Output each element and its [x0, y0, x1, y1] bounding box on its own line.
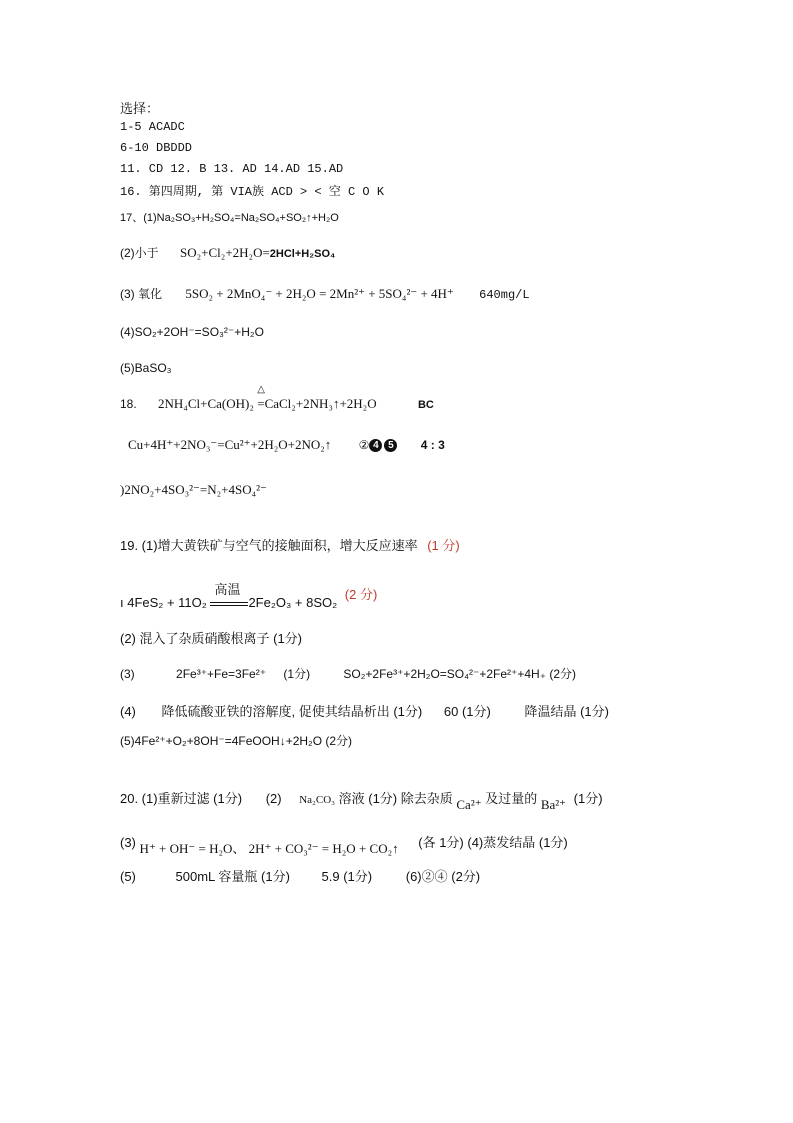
answer-line-1-5: 1-5 ACADC — [120, 120, 185, 134]
q18-line3: )2NO₂+4SO₃²⁻=N₂+4SO₄²⁻ — [120, 482, 267, 497]
q19-equation — [120, 582, 378, 611]
q20-part2-text2: 及过量的 — [485, 791, 538, 806]
q20-part2-text: 溶液 (1分) 除去杂质 — [338, 791, 453, 806]
q17-part4: (4)SO₂+2OH⁻=SO₃²⁻+H₂O — [120, 325, 264, 339]
q18-choice-4: 4 — [369, 439, 382, 452]
q18-choice-2: ② — [358, 438, 370, 452]
q19-part3-label: (3) — [120, 667, 135, 681]
q19-part3-score1: (1分) — [283, 667, 311, 681]
q20-part2-label: (2) — [265, 791, 282, 806]
q19-part5: (5)4Fe²⁺+O₂+8OH⁻=4FeOOH↓+2H₂O (2分) — [120, 734, 353, 748]
q18-ratio: 4 : 3 — [420, 438, 445, 452]
q20-part5-mass: 5.9 (1分) — [321, 869, 373, 884]
q19-part1-text: 19. (1)增大黄铁矿与空气的接触面积，增大反应速率 — [120, 538, 418, 553]
q18-copper-equation: Cu+4H⁺+2NO₃⁻=Cu²⁺+2H₂O+2NO₂↑ — [128, 437, 332, 452]
answer-line-16: 16. 第四周期, 第 VIA族 ACD > < 空 C O K — [120, 185, 385, 199]
q20-part6: (6)②④ (2分) — [405, 869, 481, 884]
q20-part5-label: (5) — [120, 869, 136, 884]
q18-line1 — [120, 396, 434, 412]
q17-part2-equation-products: 2HCl+H₂SO₄ — [269, 248, 336, 260]
q19-part1 — [120, 535, 460, 554]
q17-part1: 17、(1)Na₂SO₃+H₂SO₄=Na₂SO₄+SO₂↑+H₂O — [120, 212, 339, 224]
q19-part4-label: (4) — [120, 704, 136, 719]
q18-equation-reactants: 2NH₄Cl+Ca(OH)₂ — [158, 396, 254, 411]
q20-part1: 20. (1)重新过滤 (1分) — [120, 791, 243, 806]
q17-part2-equation: SO₂+Cl₂+2H₂O= — [180, 245, 270, 260]
q19-part3-eq1: 2Fe³⁺+Fe=3Fe²⁺ — [176, 667, 267, 681]
q19-eq-condition: 高温 — [210, 595, 248, 610]
q18-equation-products: CaCl₂+2NH₃↑+2H₂O — [264, 396, 377, 411]
q19-part4-text: 降低硫酸亚铁的溶解度, 促使其结晶析出 (1分) — [161, 704, 423, 719]
q17-part3-label: (3) 氧化 — [120, 287, 163, 301]
q20-ion-ca: Ca²⁺ — [456, 797, 482, 812]
q20-part3-equations: H⁺ + OH⁻ = H₂O、 2H⁺ + CO₃²⁻ = H₂O + CO₂↑ — [139, 841, 399, 856]
q19-part1-score: (1 分) — [427, 538, 460, 553]
q20-part3-score: (各 1分) (4)蒸发结晶 (1分) — [418, 835, 568, 850]
q20-reagent: Na₂CO₃ — [299, 794, 335, 806]
q17-part2 — [120, 244, 335, 261]
q18-heat-arrow: △ = — [257, 396, 264, 412]
q20-line1 — [120, 788, 603, 812]
q18-answer-bc: BC — [417, 399, 434, 411]
q19-part3 — [120, 665, 576, 682]
q19-part2: (2) 混入了杂质硝酸根离子 (1分) — [120, 631, 303, 646]
answer-line-6-10: 6-10 DBDDD — [120, 141, 193, 155]
q19-part4-method: 降温结晶 (1分) — [524, 704, 609, 719]
q19-eq-reactants: ı 4FeS₂ + 11O₂ — [120, 595, 207, 610]
q18-number: 18. — [120, 397, 137, 411]
answer-heading: 选择： — [120, 101, 160, 116]
q19-part4-temp: 60 (1分) — [443, 704, 491, 719]
q17-part3-concentration: 640mg/L — [479, 288, 530, 302]
q20-part2-score: (1分) — [573, 791, 603, 806]
answer-line-11-15: 11. CD 12. B 13. AD 14.AD 15.AD — [120, 162, 344, 176]
q17-part3 — [120, 285, 530, 302]
q19-eq-score: (2 分) — [344, 587, 378, 602]
q20-line3 — [120, 866, 480, 885]
q18-choice-5: 5 — [384, 439, 397, 452]
q19-eq-products: 2Fe₂O₃ + 8SO₂ — [248, 595, 338, 610]
q19-part4 — [120, 701, 609, 720]
q17-part3-equation: 5SO₂ + 2MnO₄⁻ + 2H₂O = 2Mn²⁺ + 5SO₄²⁻ + 4H⁺ — [185, 286, 454, 301]
q17-part2-label: (2)小于 — [120, 246, 159, 260]
q17-part5: (5)BaSO₃ — [120, 361, 172, 375]
q19-part3-eq2: SO₂+2Fe³⁺+2H₂O=SO₄²⁻+2Fe²⁺+4H₊ (2分) — [343, 667, 577, 681]
q20-part5-flask: 500mL 容量瓶 (1分) — [175, 869, 290, 884]
q20-ion-ba: Ba²⁺ — [540, 797, 567, 812]
q18-line2 — [128, 437, 445, 453]
q20-part3-label: (3) — [120, 835, 136, 850]
q20-line2 — [120, 832, 568, 856]
